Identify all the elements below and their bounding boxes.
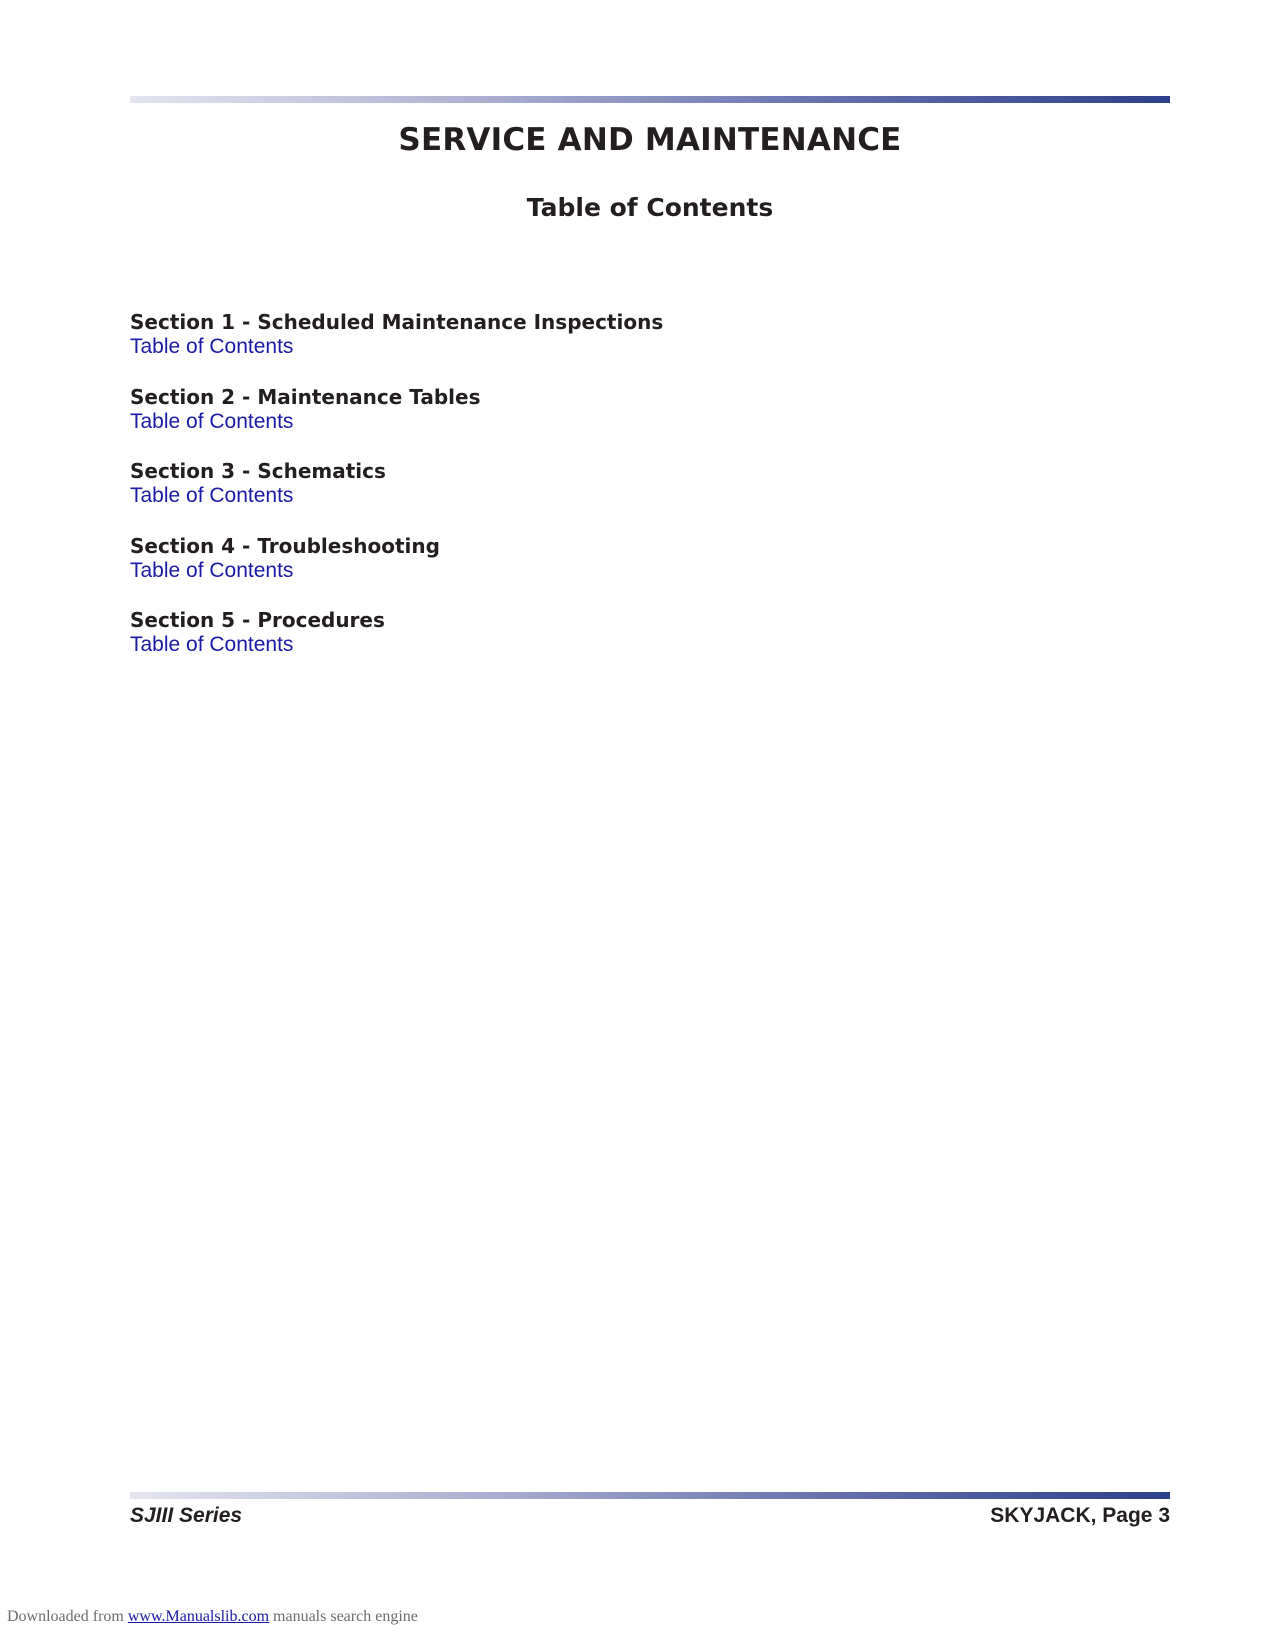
section-4-toc-link[interactable]: Table of Contents <box>130 558 294 582</box>
section-2-toc-link[interactable]: Table of Contents <box>130 409 294 433</box>
page-subtitle: Table of Contents <box>526 193 774 222</box>
toc-entry-section-2 <box>130 385 1030 460</box>
header-gradient-rule <box>130 96 1170 103</box>
footer-page-number: SKYJACK, Page 3 <box>990 1504 1170 1527</box>
section-1-title: Section 1 - Scheduled Maintenance Inspections <box>130 310 664 334</box>
download-suffix: manuals search engine <box>273 1608 418 1625</box>
section-2-title: Section 2 - Maintenance Tables <box>130 384 481 409</box>
page-title: SERVICE AND MAINTENANCE <box>398 122 902 158</box>
download-attribution <box>7 1608 418 1626</box>
section-4-title: Section 4 - Troubleshooting <box>130 533 440 558</box>
toc-entry-section-5 <box>130 608 1030 683</box>
footer-gradient-rule <box>130 1492 1170 1499</box>
toc-entry-section-1 <box>130 310 1030 385</box>
section-1-toc-link[interactable]: Table of Contents <box>130 335 294 358</box>
section-3-title: Section 3 - Schematics <box>130 459 386 483</box>
section-5-toc-link[interactable]: Table of Contents <box>130 633 294 656</box>
manualslib-link[interactable]: www.Manualslib.com <box>127 1608 270 1625</box>
section-3-toc-link[interactable]: Table of Contents <box>130 484 294 507</box>
download-prefix: Downloaded from <box>7 1608 124 1625</box>
toc-entry-section-3 <box>130 459 1030 534</box>
table-of-contents <box>130 310 1030 683</box>
toc-entry-section-4 <box>130 534 1030 609</box>
footer-series-name: SJIII Series <box>130 1504 243 1527</box>
section-5-title: Section 5 - Procedures <box>130 608 385 632</box>
